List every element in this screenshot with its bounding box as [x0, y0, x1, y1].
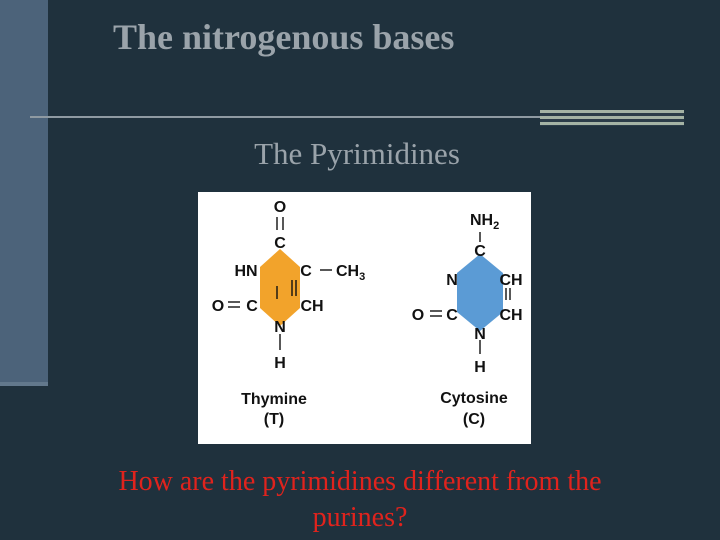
cytosine-atom-c-left: C: [446, 307, 458, 324]
cytosine-atom-n-left: N: [446, 272, 458, 289]
thymine-ring: [260, 249, 300, 326]
subtitle-text: The Pyrimidines: [254, 136, 460, 171]
slide-question: [60, 464, 660, 536]
pyrimidine-structures-svg: [198, 192, 531, 444]
thymine-abbrev: (T): [263, 411, 285, 428]
thymine-atom-ch3: $CH_3$: [336, 263, 366, 283]
cytosine-atom-o-left: O: [411, 307, 425, 324]
left-band-edge: [0, 382, 48, 386]
left-decorative-band: [0, 0, 48, 386]
cytosine-atom-ch-top: CH: [499, 272, 523, 289]
cytosine-atom-ch-bottom: CH: [499, 307, 523, 324]
cytosine-name: Cytosine: [440, 390, 508, 407]
title-divider: [30, 116, 550, 118]
question-line-2: purines?: [312, 502, 408, 533]
thymine-atom-top-o: O: [273, 199, 287, 216]
slide-subtitle: [0, 136, 720, 172]
cytosine-ring: [457, 254, 503, 331]
thymine-atom-h-bottom: H: [274, 355, 286, 372]
thymine-atom-n-bottom: N: [274, 319, 286, 336]
pyrimidine-structures-figure: [198, 192, 531, 444]
thymine-atom-c-right: C: [300, 263, 312, 280]
cytosine-atom-h-bottom: H: [474, 359, 486, 376]
slide-title: The nitrogenous bases: [113, 17, 455, 57]
cytosine-atom-n-bottom: N: [474, 326, 486, 343]
thymine-atom-top-c: C: [274, 235, 286, 252]
cytosine-atom-top-c: C: [474, 243, 486, 260]
thymine-atom-c-left: C: [246, 298, 258, 315]
question-line-1: How are the pyrimidines different from the: [118, 466, 602, 497]
thymine-atom-o-left: O: [211, 298, 225, 315]
cytosine-atom-nh2: $NH_2$: [470, 212, 500, 232]
thymine-atom-hn: HN: [234, 263, 258, 280]
thymine-name: Thymine: [241, 391, 307, 408]
cytosine-abbrev: (C): [462, 411, 486, 428]
thymine-atom-ch: CH: [300, 298, 324, 315]
title-divider-accent: [540, 110, 684, 126]
